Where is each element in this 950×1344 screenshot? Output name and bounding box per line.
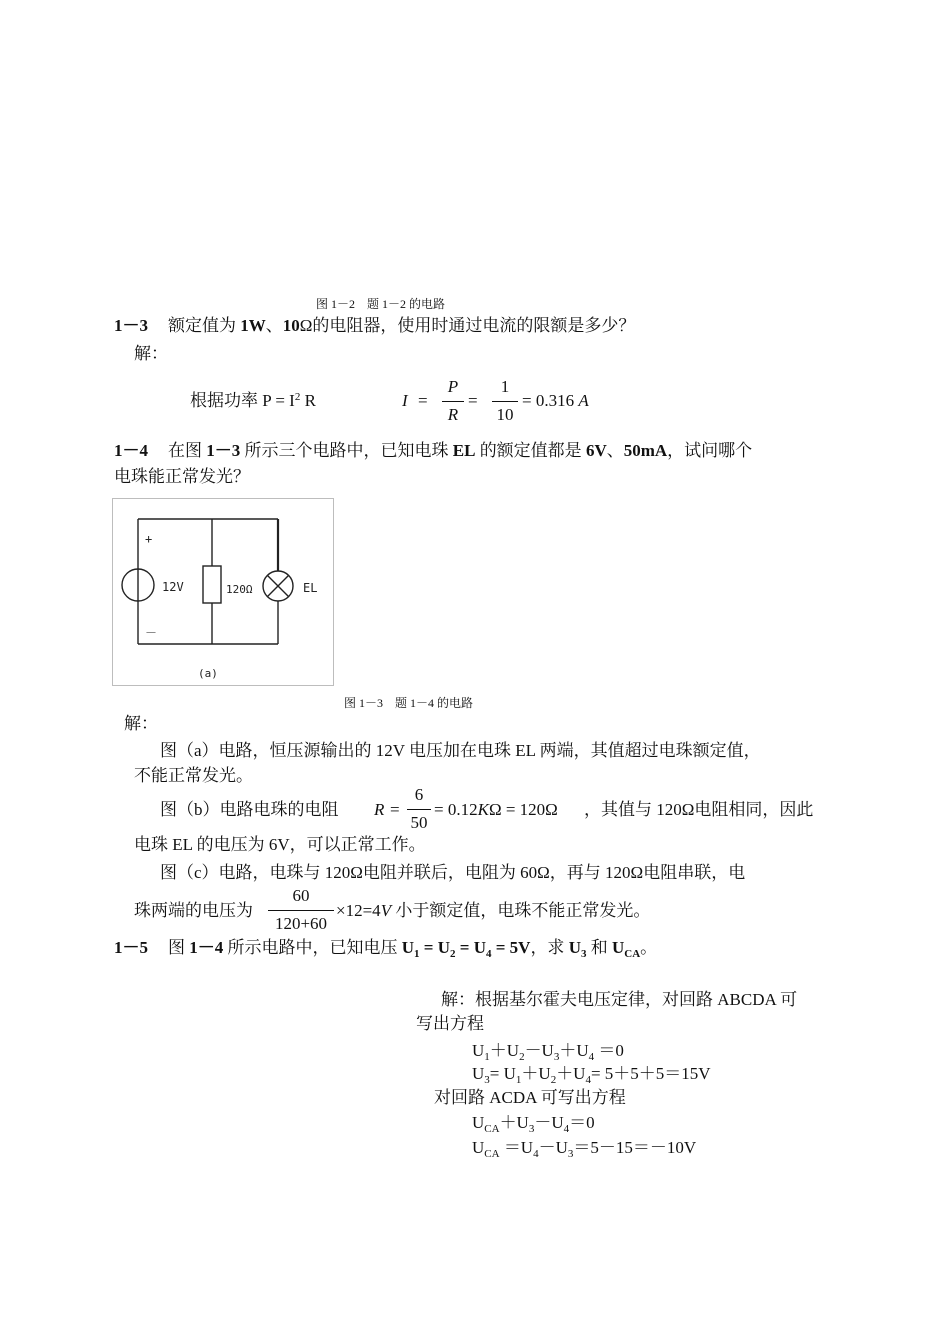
text: ，试问哪个 [667, 441, 753, 460]
fraction-denominator: 120+60 [274, 914, 328, 933]
voltage-symbol: $U_{CA}$ [611, 938, 641, 960]
sqrt-bar [492, 401, 518, 402]
subfigure-label: (a) [198, 667, 218, 680]
solution-c-rest [336, 900, 650, 922]
solution-label: 解： [124, 714, 158, 733]
result [522, 390, 589, 412]
solution-a-line1: 图（a）电路，恒压源输出的 12V 电压加在电珠 EL 两端，其值超过电珠额定值， [160, 741, 761, 760]
lamp-label: EL [303, 581, 318, 595]
fraction-bar [407, 809, 431, 810]
fraction-numerator: 60 [292, 886, 310, 905]
text: 、 [265, 316, 283, 335]
equals: = [419, 938, 438, 957]
bold-text: 10 [282, 316, 300, 335]
bold-text: 6V [585, 441, 607, 460]
problem-number: 1－3 [114, 316, 148, 335]
bold-text: 50mA [623, 441, 668, 460]
fraction-denominator: 10 [496, 405, 514, 424]
bold-text: 1－4 [189, 938, 224, 957]
solution-c-line1: 图（c）电路，电珠与 120Ω电阻并联后，电阻为 60Ω，再与 120Ω电阻串联，电 [160, 863, 746, 882]
equation-kvl-acda: $U_{CA}+U_3-U_4=0$ [472, 1113, 595, 1135]
equation-u3: $U_3= U_1+U_2+U_4= 5+5+5=15V$ [472, 1064, 711, 1086]
fraction-numerator: P [447, 377, 459, 396]
formula-text: R [300, 391, 316, 410]
unit: V [380, 901, 392, 920]
fraction-numerator: 1 [500, 377, 510, 396]
solution-b-pre: 图（b）电路电珠的电阻 [160, 800, 339, 819]
solution-c-pre: 珠两端的电压为 [134, 901, 253, 920]
resistor-icon [203, 566, 221, 603]
figure-1-3-caption: 图 1－3 题 1－4 的电路 [344, 696, 474, 710]
solution-label: 解： [134, 344, 168, 363]
solution-1-5-line5: 对回路 ACDA 可写出方程 [434, 1088, 626, 1107]
text: Ω的电阻器，使用时通过电流的限额是多少？ [299, 316, 636, 335]
equation-uca: $U_{CA} =U_4-U_3=5-15=-10V$ [472, 1138, 697, 1160]
voltage-symbol: $U_2$ [437, 938, 456, 960]
bold-text: EL [452, 441, 476, 460]
text: 所示三个电路中，已知电珠 [240, 441, 453, 460]
text: 。 [640, 938, 658, 957]
solution-b-post: ，其值与 120Ω电阻相同，因此 [584, 800, 814, 819]
resistance-result [434, 799, 558, 821]
text: 的额定值都是 [475, 441, 586, 460]
equals-sign: = [468, 391, 478, 410]
text: 图 [168, 938, 190, 957]
result-value: ×12=4 [336, 901, 381, 920]
problem-1-4 [114, 440, 752, 462]
result-value: = 0.12 [434, 800, 478, 819]
fraction-bar [268, 910, 334, 911]
figure-1-2-caption: 图 1－2 题 1－2 的电路 [316, 297, 446, 311]
fraction-denominator: R [447, 405, 459, 424]
bold-text: 1W [240, 316, 266, 335]
unit-prefix: K [477, 800, 489, 819]
text: 、 [606, 441, 624, 460]
resistor-label: 120Ω [226, 583, 253, 596]
equals: = 5V [491, 938, 531, 957]
solution-a-line2: 不能正常发光。 [134, 766, 253, 785]
current-symbol: I [402, 391, 408, 410]
circuit-diagram [113, 499, 333, 685]
bold-text: 1－3 [206, 441, 241, 460]
superscript: 2 [294, 391, 301, 403]
text: 和 [586, 938, 612, 957]
fraction-bar [442, 401, 464, 402]
problem-1-5 [114, 937, 657, 959]
equals: = [455, 938, 474, 957]
problem-number: 1－5 [114, 938, 148, 957]
problem-1-4-line2: 电珠能正常发光？ [114, 467, 250, 486]
voltage-symbol: $U_1$ [401, 938, 420, 960]
problem-number: 1－4 [114, 441, 148, 460]
text: 所示电路中，已知电压 [223, 938, 402, 957]
solution-1-5-line1: 解：根据基尔霍夫电压定律，对回路 ABCDA 可 [441, 990, 798, 1009]
plus-label: + [145, 532, 153, 546]
unit: A [578, 391, 589, 410]
resistance-symbol: R [374, 800, 385, 819]
result-value: Ω = 120Ω [488, 800, 558, 819]
text: ，求 [530, 938, 569, 957]
text: 在图 [168, 441, 207, 460]
minus-label: － [145, 626, 158, 640]
fraction-numerator: 6 [414, 785, 424, 804]
text: 小于额定值，电珠不能正常发光。 [391, 901, 651, 920]
problem-1-3 [114, 315, 635, 337]
equals-sign: = [390, 800, 400, 819]
equals-sign: = [418, 391, 428, 410]
result-value: = 0.316 [522, 391, 575, 410]
voltage-symbol: $U_3$ [568, 938, 587, 960]
solution-b-line2: 电珠 EL 的电压为 6V，可以正常工作。 [134, 835, 426, 854]
power-formula [190, 390, 316, 412]
formula-text: 根据功率 P = I [190, 391, 295, 410]
fraction-denominator: 50 [410, 813, 428, 832]
source-label: 12V [162, 580, 184, 594]
voltage-symbol: $U_4$ [473, 938, 492, 960]
equation-kvl-abcda: $U_1+U_2-U_3+U_4 =0$ [472, 1041, 624, 1063]
circuit-figure-a [112, 498, 334, 686]
solution-1-5-line2: 写出方程 [416, 1014, 484, 1033]
text: 额定值为 [168, 316, 241, 335]
